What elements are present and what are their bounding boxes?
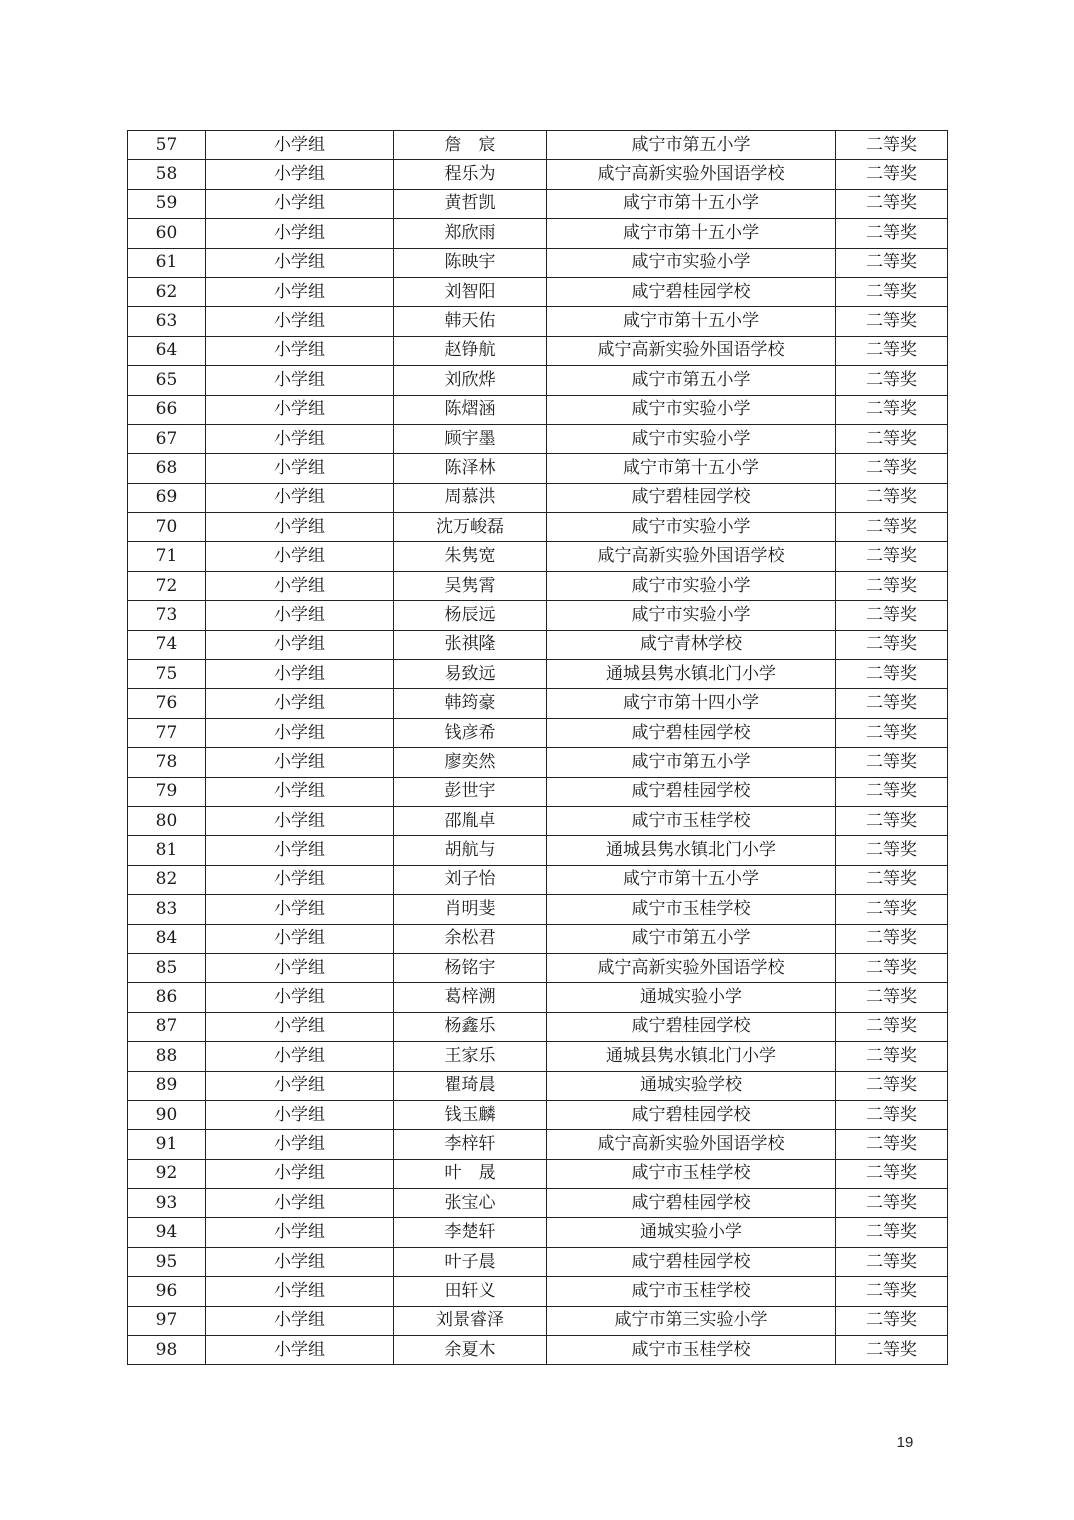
name-cell: 杨辰远 <box>394 601 547 630</box>
table-row <box>128 924 948 953</box>
row-number-cell: 77 <box>128 718 206 747</box>
group-cell: 小学组 <box>206 895 394 924</box>
table-row <box>128 601 948 630</box>
group-cell: 小学组 <box>206 924 394 953</box>
award-cell: 二等奖 <box>836 366 948 395</box>
group-cell: 小学组 <box>206 131 394 160</box>
award-cell: 二等奖 <box>836 660 948 689</box>
group-cell: 小学组 <box>206 336 394 365</box>
name-cell: 程乐为 <box>394 160 547 189</box>
name-cell: 田轩义 <box>394 1277 547 1306</box>
award-cell: 二等奖 <box>836 1218 948 1247</box>
award-cell: 二等奖 <box>836 865 948 894</box>
group-cell: 小学组 <box>206 1042 394 1071</box>
table-row <box>128 1100 948 1129</box>
group-cell: 小学组 <box>206 1189 394 1218</box>
row-number-cell: 78 <box>128 748 206 777</box>
school-cell: 通城实验小学 <box>547 983 836 1012</box>
table-row <box>128 630 948 659</box>
row-number-cell: 82 <box>128 865 206 894</box>
table-row <box>128 865 948 894</box>
name-cell: 朱隽宽 <box>394 542 547 571</box>
school-cell: 咸宁市第三实验小学 <box>547 1306 836 1335</box>
school-cell: 咸宁碧桂园学校 <box>547 1100 836 1129</box>
awards-table-body <box>128 131 948 1365</box>
table-row <box>128 277 948 306</box>
row-number-cell: 79 <box>128 777 206 806</box>
name-cell: 赵铮航 <box>394 336 547 365</box>
table-row <box>128 483 948 512</box>
table-row <box>128 1189 948 1218</box>
group-cell: 小学组 <box>206 513 394 542</box>
name-cell: 刘子怡 <box>394 865 547 894</box>
row-number-cell: 68 <box>128 454 206 483</box>
school-cell: 通城县隽水镇北门小学 <box>547 1042 836 1071</box>
award-cell: 二等奖 <box>836 542 948 571</box>
name-cell: 韩天佑 <box>394 307 547 336</box>
row-number-cell: 94 <box>128 1218 206 1247</box>
table-row <box>128 983 948 1012</box>
group-cell: 小学组 <box>206 953 394 982</box>
school-cell: 咸宁碧桂园学校 <box>547 1012 836 1041</box>
group-cell: 小学组 <box>206 777 394 806</box>
school-cell: 咸宁碧桂园学校 <box>547 483 836 512</box>
group-cell: 小学组 <box>206 395 394 424</box>
group-cell: 小学组 <box>206 660 394 689</box>
school-cell: 通城实验学校 <box>547 1071 836 1100</box>
row-number-cell: 72 <box>128 571 206 600</box>
school-cell: 咸宁碧桂园学校 <box>547 277 836 306</box>
school-cell: 咸宁市实验小学 <box>547 571 836 600</box>
row-number-cell: 63 <box>128 307 206 336</box>
row-number-cell: 64 <box>128 336 206 365</box>
award-cell: 二等奖 <box>836 483 948 512</box>
row-number-cell: 73 <box>128 601 206 630</box>
name-cell: 余松君 <box>394 924 547 953</box>
group-cell: 小学组 <box>206 1012 394 1041</box>
group-cell: 小学组 <box>206 1306 394 1335</box>
school-cell: 咸宁市实验小学 <box>547 248 836 277</box>
row-number-cell: 67 <box>128 424 206 453</box>
award-cell: 二等奖 <box>836 1042 948 1071</box>
name-cell: 陈泽林 <box>394 454 547 483</box>
award-cell: 二等奖 <box>836 513 948 542</box>
award-cell: 二等奖 <box>836 601 948 630</box>
name-cell: 廖奕然 <box>394 748 547 777</box>
row-number-cell: 58 <box>128 160 206 189</box>
award-cell: 二等奖 <box>836 953 948 982</box>
school-cell: 咸宁市玉桂学校 <box>547 806 836 835</box>
table-row <box>128 718 948 747</box>
school-cell: 咸宁市第五小学 <box>547 748 836 777</box>
row-number-cell: 65 <box>128 366 206 395</box>
row-number-cell: 75 <box>128 660 206 689</box>
row-number-cell: 57 <box>128 131 206 160</box>
name-cell: 陈熠涵 <box>394 395 547 424</box>
group-cell: 小学组 <box>206 366 394 395</box>
name-cell: 李梓轩 <box>394 1130 547 1159</box>
table-row <box>128 1218 948 1247</box>
award-cell: 二等奖 <box>836 571 948 600</box>
award-cell: 二等奖 <box>836 248 948 277</box>
school-cell: 咸宁市第十五小学 <box>547 189 836 218</box>
table-row <box>128 307 948 336</box>
group-cell: 小学组 <box>206 748 394 777</box>
table-row <box>128 160 948 189</box>
table-row <box>128 1042 948 1071</box>
group-cell: 小学组 <box>206 248 394 277</box>
group-cell: 小学组 <box>206 189 394 218</box>
row-number-cell: 80 <box>128 806 206 835</box>
award-cell: 二等奖 <box>836 806 948 835</box>
award-cell: 二等奖 <box>836 1336 948 1365</box>
award-cell: 二等奖 <box>836 718 948 747</box>
name-cell: 李楚轩 <box>394 1218 547 1247</box>
row-number-cell: 98 <box>128 1336 206 1365</box>
school-cell: 咸宁市玉桂学校 <box>547 1277 836 1306</box>
award-cell: 二等奖 <box>836 131 948 160</box>
award-cell: 二等奖 <box>836 336 948 365</box>
name-cell: 顾宇墨 <box>394 424 547 453</box>
group-cell: 小学组 <box>206 983 394 1012</box>
table-row <box>128 836 948 865</box>
name-cell: 余夏木 <box>394 1336 547 1365</box>
award-cell: 二等奖 <box>836 1071 948 1100</box>
table-row <box>128 395 948 424</box>
school-cell: 咸宁青林学校 <box>547 630 836 659</box>
name-cell: 黄哲凯 <box>394 189 547 218</box>
table-row <box>128 1071 948 1100</box>
row-number-cell: 74 <box>128 630 206 659</box>
name-cell: 葛梓溯 <box>394 983 547 1012</box>
row-number-cell: 93 <box>128 1189 206 1218</box>
award-cell: 二等奖 <box>836 1159 948 1188</box>
group-cell: 小学组 <box>206 601 394 630</box>
award-cell: 二等奖 <box>836 277 948 306</box>
row-number-cell: 81 <box>128 836 206 865</box>
school-cell: 通城实验小学 <box>547 1218 836 1247</box>
group-cell: 小学组 <box>206 836 394 865</box>
group-cell: 小学组 <box>206 865 394 894</box>
row-number-cell: 84 <box>128 924 206 953</box>
school-cell: 通城县隽水镇北门小学 <box>547 836 836 865</box>
row-number-cell: 70 <box>128 513 206 542</box>
name-cell: 刘景睿泽 <box>394 1306 547 1335</box>
award-cell: 二等奖 <box>836 1247 948 1276</box>
row-number-cell: 89 <box>128 1071 206 1100</box>
group-cell: 小学组 <box>206 1071 394 1100</box>
school-cell: 咸宁市实验小学 <box>547 601 836 630</box>
name-cell: 吴隽霄 <box>394 571 547 600</box>
name-cell: 瞿琦晨 <box>394 1071 547 1100</box>
awards-table <box>127 130 948 1365</box>
award-cell: 二等奖 <box>836 777 948 806</box>
table-row <box>128 513 948 542</box>
table-row <box>128 131 948 160</box>
school-cell: 通城县隽水镇北门小学 <box>547 660 836 689</box>
award-cell: 二等奖 <box>836 395 948 424</box>
name-cell: 周慕洪 <box>394 483 547 512</box>
table-row <box>128 1336 948 1365</box>
name-cell: 刘欣烨 <box>394 366 547 395</box>
table-row <box>128 219 948 248</box>
table-row <box>128 689 948 718</box>
school-cell: 咸宁市玉桂学校 <box>547 1336 836 1365</box>
name-cell: 易致远 <box>394 660 547 689</box>
name-cell: 张宝心 <box>394 1189 547 1218</box>
row-number-cell: 62 <box>128 277 206 306</box>
row-number-cell: 96 <box>128 1277 206 1306</box>
name-cell: 胡航与 <box>394 836 547 865</box>
table-row <box>128 953 948 982</box>
group-cell: 小学组 <box>206 307 394 336</box>
award-cell: 二等奖 <box>836 836 948 865</box>
table-row <box>128 1159 948 1188</box>
group-cell: 小学组 <box>206 1130 394 1159</box>
school-cell: 咸宁高新实验外国语学校 <box>547 160 836 189</box>
school-cell: 咸宁高新实验外国语学校 <box>547 542 836 571</box>
name-cell: 詹 宸 <box>394 131 547 160</box>
table-row <box>128 660 948 689</box>
school-cell: 咸宁市玉桂学校 <box>547 1159 836 1188</box>
award-cell: 二等奖 <box>836 1100 948 1129</box>
group-cell: 小学组 <box>206 542 394 571</box>
group-cell: 小学组 <box>206 571 394 600</box>
school-cell: 咸宁市第十五小学 <box>547 865 836 894</box>
name-cell: 张祺隆 <box>394 630 547 659</box>
name-cell: 叶子晨 <box>394 1247 547 1276</box>
school-cell: 咸宁市玉桂学校 <box>547 895 836 924</box>
row-number-cell: 60 <box>128 219 206 248</box>
table-row <box>128 1012 948 1041</box>
name-cell: 沈万峻磊 <box>394 513 547 542</box>
award-cell: 二等奖 <box>836 189 948 218</box>
name-cell: 杨鑫乐 <box>394 1012 547 1041</box>
group-cell: 小学组 <box>206 1218 394 1247</box>
award-cell: 二等奖 <box>836 307 948 336</box>
group-cell: 小学组 <box>206 219 394 248</box>
table-row <box>128 1130 948 1159</box>
table-row <box>128 424 948 453</box>
school-cell: 咸宁市第五小学 <box>547 924 836 953</box>
group-cell: 小学组 <box>206 1336 394 1365</box>
page-number: 19 <box>896 1434 914 1451</box>
group-cell: 小学组 <box>206 160 394 189</box>
group-cell: 小学组 <box>206 630 394 659</box>
name-cell: 刘智阳 <box>394 277 547 306</box>
school-cell: 咸宁高新实验外国语学校 <box>547 953 836 982</box>
name-cell: 王家乐 <box>394 1042 547 1071</box>
row-number-cell: 90 <box>128 1100 206 1129</box>
group-cell: 小学组 <box>206 1247 394 1276</box>
group-cell: 小学组 <box>206 1159 394 1188</box>
award-cell: 二等奖 <box>836 424 948 453</box>
school-cell: 咸宁市实验小学 <box>547 513 836 542</box>
row-number-cell: 92 <box>128 1159 206 1188</box>
name-cell: 陈映宇 <box>394 248 547 277</box>
row-number-cell: 95 <box>128 1247 206 1276</box>
table-row <box>128 1247 948 1276</box>
row-number-cell: 97 <box>128 1306 206 1335</box>
table-row <box>128 189 948 218</box>
group-cell: 小学组 <box>206 1277 394 1306</box>
school-cell: 咸宁市第十五小学 <box>547 307 836 336</box>
group-cell: 小学组 <box>206 689 394 718</box>
row-number-cell: 87 <box>128 1012 206 1041</box>
row-number-cell: 76 <box>128 689 206 718</box>
name-cell: 邵胤卓 <box>394 806 547 835</box>
row-number-cell: 88 <box>128 1042 206 1071</box>
name-cell: 彭世宇 <box>394 777 547 806</box>
table-row <box>128 248 948 277</box>
school-cell: 咸宁碧桂园学校 <box>547 777 836 806</box>
award-cell: 二等奖 <box>836 630 948 659</box>
row-number-cell: 71 <box>128 542 206 571</box>
row-number-cell: 85 <box>128 953 206 982</box>
school-cell: 咸宁市第十五小学 <box>547 219 836 248</box>
name-cell: 韩筠豪 <box>394 689 547 718</box>
table-row <box>128 1306 948 1335</box>
table-row <box>128 454 948 483</box>
award-cell: 二等奖 <box>836 160 948 189</box>
school-cell: 咸宁高新实验外国语学校 <box>547 336 836 365</box>
table-row <box>128 571 948 600</box>
table-row <box>128 542 948 571</box>
group-cell: 小学组 <box>206 454 394 483</box>
row-number-cell: 61 <box>128 248 206 277</box>
award-cell: 二等奖 <box>836 1130 948 1159</box>
school-cell: 咸宁市第五小学 <box>547 131 836 160</box>
school-cell: 咸宁高新实验外国语学校 <box>547 1130 836 1159</box>
group-cell: 小学组 <box>206 424 394 453</box>
group-cell: 小学组 <box>206 483 394 512</box>
school-cell: 咸宁市第十四小学 <box>547 689 836 718</box>
table-row <box>128 806 948 835</box>
table-row <box>128 748 948 777</box>
table-row <box>128 366 948 395</box>
award-cell: 二等奖 <box>836 924 948 953</box>
award-cell: 二等奖 <box>836 748 948 777</box>
name-cell: 肖明斐 <box>394 895 547 924</box>
school-cell: 咸宁市第十五小学 <box>547 454 836 483</box>
group-cell: 小学组 <box>206 806 394 835</box>
group-cell: 小学组 <box>206 1100 394 1129</box>
school-cell: 咸宁碧桂园学校 <box>547 1247 836 1276</box>
group-cell: 小学组 <box>206 718 394 747</box>
row-number-cell: 91 <box>128 1130 206 1159</box>
school-cell: 咸宁市实验小学 <box>547 395 836 424</box>
name-cell: 郑欣雨 <box>394 219 547 248</box>
row-number-cell: 83 <box>128 895 206 924</box>
award-cell: 二等奖 <box>836 1012 948 1041</box>
name-cell: 钱彦希 <box>394 718 547 747</box>
table-row <box>128 1277 948 1306</box>
school-cell: 咸宁市第五小学 <box>547 366 836 395</box>
row-number-cell: 66 <box>128 395 206 424</box>
table-row <box>128 777 948 806</box>
row-number-cell: 59 <box>128 189 206 218</box>
award-cell: 二等奖 <box>836 983 948 1012</box>
school-cell: 咸宁碧桂园学校 <box>547 718 836 747</box>
table-row <box>128 895 948 924</box>
table-row <box>128 336 948 365</box>
award-cell: 二等奖 <box>836 689 948 718</box>
row-number-cell: 86 <box>128 983 206 1012</box>
name-cell: 钱玉麟 <box>394 1100 547 1129</box>
award-cell: 二等奖 <box>836 1189 948 1218</box>
award-cell: 二等奖 <box>836 219 948 248</box>
award-cell: 二等奖 <box>836 1277 948 1306</box>
award-cell: 二等奖 <box>836 895 948 924</box>
award-cell: 二等奖 <box>836 1306 948 1335</box>
name-cell: 叶 晟 <box>394 1159 547 1188</box>
school-cell: 咸宁碧桂园学校 <box>547 1189 836 1218</box>
name-cell: 杨铭宇 <box>394 953 547 982</box>
award-cell: 二等奖 <box>836 454 948 483</box>
group-cell: 小学组 <box>206 277 394 306</box>
school-cell: 咸宁市实验小学 <box>547 424 836 453</box>
row-number-cell: 69 <box>128 483 206 512</box>
